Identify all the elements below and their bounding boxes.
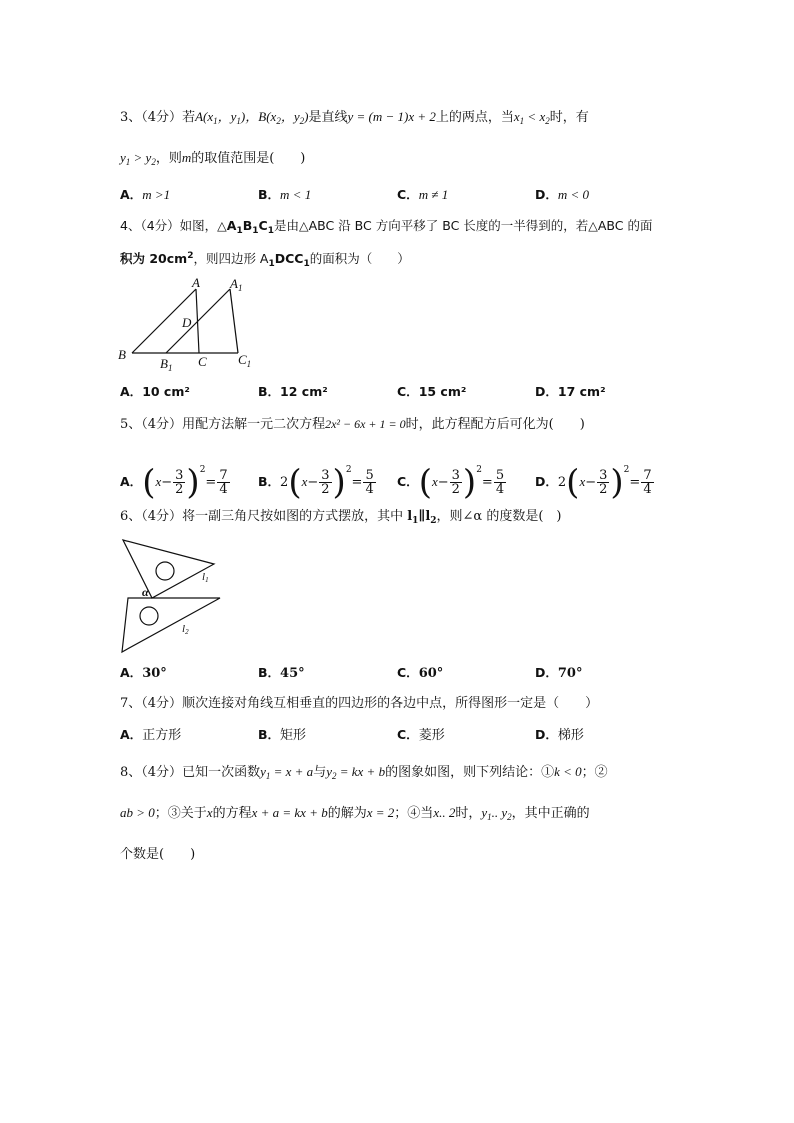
q5-option-b: B．2(x− $\frac{3}{2}$ )$^2$= $\frac{5}{4}$ [258,462,374,503]
q7-option-c: C．菱形 [397,727,445,743]
q4-option-a: A．10 cm² [120,384,190,399]
q3-option-c: C．m ≠ 1 [397,187,449,202]
q5-score: （4分） [141,417,183,432]
q5-option-d: D．2(x− $\frac{3}{2}$ )$^2$= $\frac{7}{4}$ [535,462,652,503]
q8-text: 个数是( ) [120,847,196,862]
q3-line2 [120,148,305,172]
q7-option-a: A．正方形 [120,727,182,743]
q8-equation: x + a = kx + b [251,805,328,820]
q4-label-c1: $C_1$ [238,352,252,369]
q3-point-b: $B(x_2$，$y_2$) [258,109,309,126]
q7-option-b: B．矩形 [258,727,307,743]
q3-text: 时，有 [549,110,589,125]
q6-triangle-bottom [122,598,220,652]
q6-text: 将一副三角尺按如图的方式摆放，其中 [182,509,408,524]
q4-line1: 4、（4分）如图，$\triangle A_1B_1C_1$是由△ABC 沿 BC 方向平移了 BC 长度的一半得到的，若△ABC 的面 [120,218,653,236]
q3-text: 的取值范围是( ) [191,151,306,166]
q4-label-d: D [182,315,192,330]
q4-option-b: B．12 cm² [258,384,328,399]
q8-text: 已知一次函数 [182,765,261,780]
q6-option-b: B．45° [258,665,305,681]
q8-score: （4分） [141,765,183,780]
q4-label-a: A [192,276,200,290]
q4-option-c: C．15 cm² [397,384,467,399]
q4-label-a1: $A_1$ [230,276,243,293]
q6-triangle-top [123,540,214,598]
q4-number: 4、 [120,218,141,233]
q3-point-a: $A(x_1$，$y_1$)， [195,109,259,126]
q6-circle-top [156,562,174,580]
q6-line1: 6、（4分）将一副三角尺按如图的方式摆放，其中 $l_1\parallel l_2$，则∠α 的度数是( ) [120,509,562,526]
q3-text: ，则 [155,151,182,166]
q3-option-d: D．m < 0 [535,187,590,202]
q8-k-condition: k < 0 [554,764,582,779]
q6-text: ，则∠α 的度数是( ) [436,509,562,524]
q4-line2: 积为 $20cm^2$，则四边形 $A_1DCC_1$的面积为（ ） [120,251,410,269]
q8-line2: ab > 0；③关于x的方程x + a = kx + b的解为x = 2；④当x.. 2时，$y_1$.. $y_2$，其中正确的 [120,805,590,822]
q6-score: （4分） [141,509,183,524]
q5-option-a: A．(x− $\frac{3}{2}$ )$^2$= $\frac{7}{4}$ [120,462,228,503]
q3-text: 是直线 [308,110,348,125]
q4-option-d: D．17 cm² [535,384,606,399]
q4-figure [118,276,258,372]
q3-y-condition: $y_1 > y_2$ [120,150,156,167]
q8-function-1: $y_1 = x + a$ [260,764,314,781]
q6-number: 6、 [120,509,142,524]
q4-label-c: C [198,354,207,369]
q4-label-b1: $B_1$ [160,356,173,372]
q7-option-d: D．梯形 [535,727,584,743]
q4-text: 是由△ABC 沿 BC 方向平移了 BC 长度的一半得到的，若△ABC 的面 [273,218,653,233]
q5-line1 [120,414,585,435]
q5-text: 用配方法解一元二次方程 [182,417,326,432]
q3-text: 上的两点，当 [435,110,514,125]
q8-line1: 8、（4分）已知一次函数$y_1 = x + a$与$y_2$ = kx + b的图象如图，则下列结论：①k < 0；② [120,764,608,781]
q6-option-a: A．30° [120,665,167,681]
q7-number: 7、 [120,696,142,711]
q5-text: 时，此方程配方后可化为( ) [405,417,585,432]
q6-option-c: C．60° [397,665,444,681]
q7-line1 [120,694,598,714]
q3-score: （4分） [141,110,183,125]
q8-line3 [120,845,195,865]
q8-number: 8、 [120,765,142,780]
q6-label-l1: l1 [202,571,209,584]
q3-condition: $x_1 < x_2$ [513,109,550,126]
q3-equation: y = (m − 1)x + 2 [347,109,436,124]
q4-score: （4分） [140,218,180,233]
q6-label-alpha: α [142,585,149,599]
q8-function-2: $y_2$ = kx + b [326,764,386,781]
q6-figure [118,536,228,658]
q3-option-a: A．m >1 [120,187,171,202]
q6-label-l2: l2 [182,623,189,636]
q3-var-m: m [181,150,192,165]
q5-number: 5、 [120,417,142,432]
q4-label-b: B [118,347,126,362]
q6-option-d: D．70° [535,665,583,681]
q7-score: （4分） [141,696,183,711]
q7-text: 顺次连接对角线互相垂直的四边形的各边中点，所得图形一定是（ ） [182,696,599,711]
q4-side-a1c1 [230,289,238,353]
q3-text: 若 [182,110,196,125]
q3-option-b: B．m < 1 [258,187,312,202]
q5-option-c: C．(x− $\frac{3}{2}$ )$^2$= $\frac{5}{4}$ [397,462,505,503]
q6-circle-bottom [140,607,158,625]
q4-text: 如图， [179,218,218,233]
q5-equation: 2x² − 6x + 1 = 0 [325,417,406,431]
q3-line1 [120,107,589,131]
q3-number: 3、 [120,110,142,125]
